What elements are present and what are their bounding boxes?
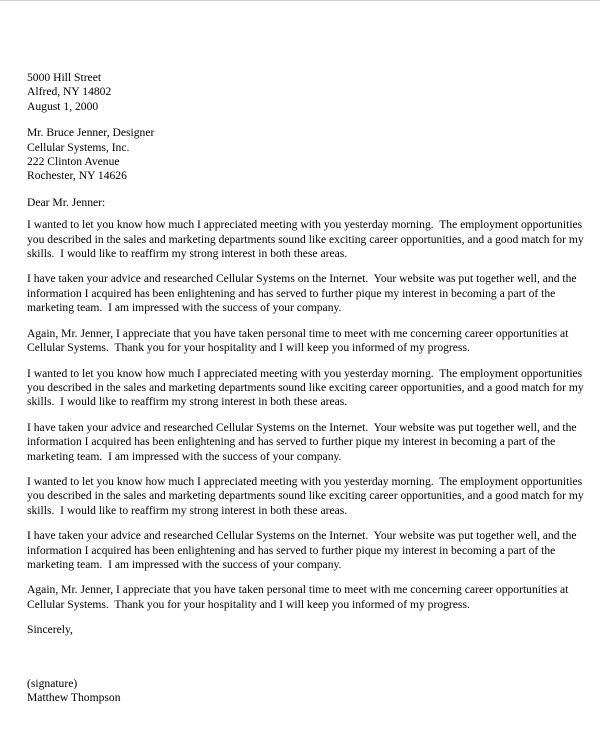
paragraph-line: you described in the sales and marketing departments sound like exciting career opportunities, and a good match for my: [27, 489, 584, 503]
letter-date: August 1, 2000: [27, 99, 99, 113]
paragraph-line: I wanted to let you know how much I appreciated meeting with you yesterday morning. The employment opportunities: [27, 474, 583, 488]
paragraph-line: Again, Mr. Jenner, I appreciate that you have taken personal time to meet with me concerning career opportunities at: [27, 583, 569, 597]
paragraph-line: I wanted to let you know how much I appreciated meeting with you yesterday morning. The employment opportunities: [27, 218, 583, 232]
body-paragraph-2: [27, 272, 583, 315]
cover-letter: [27, 71, 583, 705]
body-paragraph-6: [27, 475, 583, 518]
signature-block: [27, 677, 583, 706]
body-paragraph-8: [27, 583, 583, 612]
recipient-company: Cellular Systems, Inc.: [27, 140, 130, 154]
paragraph-line: I have taken your advice and researched Cellular Systems on the Internet. Your website was put together well, and the: [27, 272, 577, 286]
salutation-text: Dear Mr. Jenner:: [27, 195, 106, 209]
body-paragraph-3: [27, 327, 583, 356]
paragraph-line: you described in the sales and marketing departments sound like exciting career opportunities, and a good match for my: [27, 380, 584, 394]
paragraph-line: I wanted to let you know how much I appreciated meeting with you yesterday morning. The employment opportunities: [27, 366, 583, 380]
paragraph-line: information I acquired has been enlightening and has served to further pique my interest in becoming a part of the: [27, 543, 556, 557]
paragraph-line: I have taken your advice and researched Cellular Systems on the Internet. Your website was put together well, and the: [27, 529, 577, 543]
recipient-name-title: Mr. Bruce Jenner, Designer: [27, 126, 155, 140]
recipient-address: [27, 126, 583, 184]
paragraph-line: Cellular Systems. Thank you for your hospitality and I will keep you informed of my progress.: [27, 597, 470, 611]
sender-street: 5000 Hill Street: [27, 71, 102, 84]
closing: [27, 623, 583, 637]
paragraph-line: Cellular Systems. Thank you for your hospitality and I will keep you informed of my progress.: [27, 341, 470, 355]
signature-placeholder: (signature): [27, 676, 78, 690]
paragraph-line: skills. I would like to reaffirm my strong interest in both these areas.: [27, 247, 348, 261]
paragraph-line: marketing team. I am impressed with the success of your company.: [27, 301, 342, 315]
paragraph-line: Again, Mr. Jenner, I appreciate that you have taken personal time to meet with me concerning career opportunities at: [27, 326, 569, 340]
paragraph-line: information I acquired has been enlightening and has served to further pique my interest in becoming a part of the: [27, 286, 556, 300]
paragraph-line: marketing team. I am impressed with the success of your company.: [27, 449, 342, 463]
paragraph-line: skills. I would like to reaffirm my strong interest in both these areas.: [27, 395, 348, 409]
sender-city-state-zip: Alfred, NY 14802: [27, 85, 112, 99]
recipient-city-state-zip: Rochester, NY 14626: [27, 169, 127, 183]
sender-address: [27, 71, 583, 114]
paragraph-line: skills. I would like to reaffirm my strong interest in both these areas.: [27, 503, 348, 517]
body-paragraph-4: [27, 367, 583, 410]
body-paragraph-1: [27, 218, 583, 261]
body-paragraph-5: [27, 421, 583, 464]
paragraph-line: information I acquired has been enlightening and has served to further pique my interest in becoming a part of the: [27, 435, 556, 449]
body-paragraph-7: [27, 529, 583, 572]
recipient-street: 222 Clinton Avenue: [27, 155, 120, 169]
paragraph-line: you described in the sales and marketing departments sound like exciting career opportunities, and a good match for my: [27, 232, 584, 246]
signer-name: Matthew Thompson: [27, 691, 121, 704]
salutation: [27, 196, 583, 210]
paragraph-line: I have taken your advice and researched Cellular Systems on the Internet. Your website was put together well, and the: [27, 420, 577, 434]
closing-text: Sincerely,: [27, 623, 73, 637]
paragraph-line: marketing team. I am impressed with the success of your company.: [27, 557, 342, 571]
